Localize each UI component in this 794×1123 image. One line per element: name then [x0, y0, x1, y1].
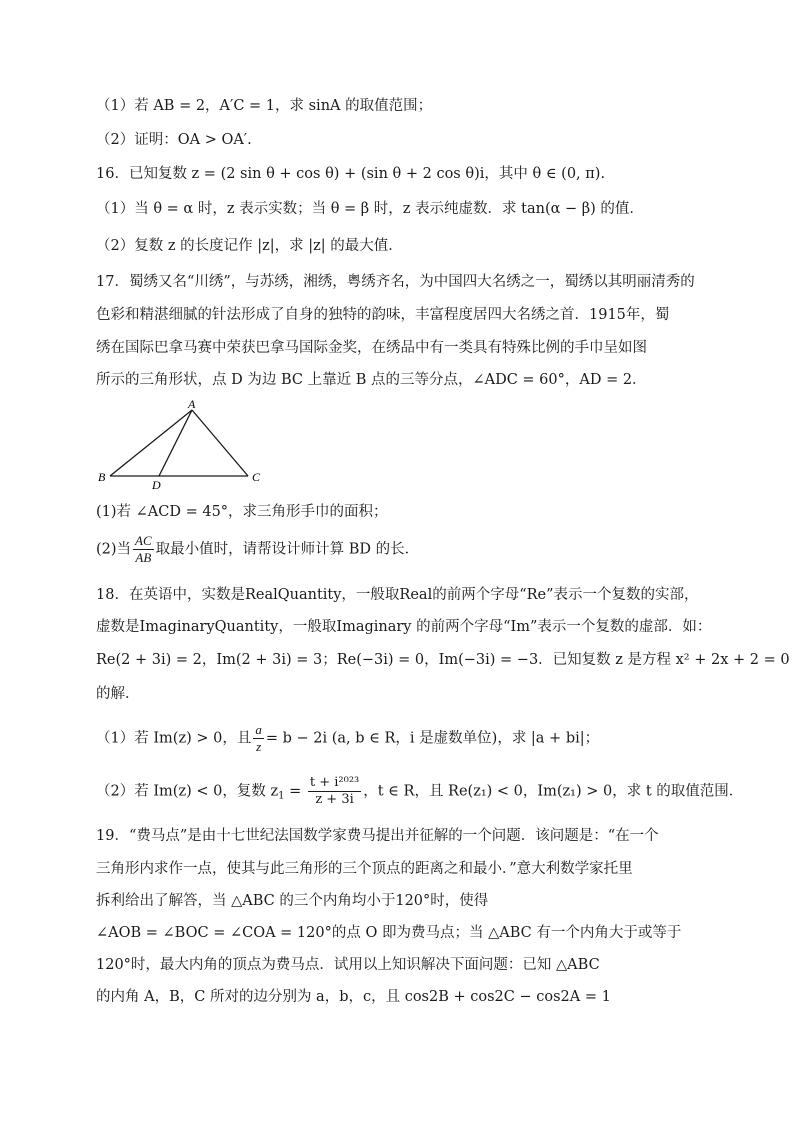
q18-part1-suffix: = b − 2i (a, b ∈ R，i 是虚数单位)，求 |a + bi|；	[265, 730, 600, 747]
q16-part2: （2）复数 z 的长度记作 |z|，求 |z| 的最大值．	[96, 238, 403, 254]
z1-subscript: 1	[278, 790, 285, 802]
vertex-label-a: A	[188, 400, 196, 411]
q18-stem-line4: 的解．	[96, 686, 140, 702]
q18-part2-suffix: ，t ∈ R，且 Re(z₁) < 0，Im(z₁) > 0，求 t 的取值范围．	[363, 783, 744, 800]
vertex-label-b: B	[98, 470, 106, 484]
q19-stem-line3: 拆利给出了解答，当 △ABC 的三个内角均小于120°时，使得	[96, 893, 489, 909]
q18-part2-prefix: （2）若 Im(z) < 0，复数 z	[96, 783, 279, 800]
q17-part2	[96, 533, 419, 566]
fraction-denominator: z + 3i	[315, 792, 354, 807]
q19-stem-line1: 19．“费马点”是由十七世纪法国数学家费马提出并征解的一个问题．该问题是：“在一个	[96, 828, 659, 844]
q17-part2-suffix: 取最小值时，请帮设计师计算 BD 的长．	[155, 541, 420, 558]
q18-part1-prefix: （1）若 Im(z) > 0，且	[96, 730, 252, 747]
fraction-z1	[308, 775, 361, 808]
q18-part1	[96, 722, 599, 755]
fraction-denominator: z	[256, 739, 262, 754]
q19-stem-line4: ∠AOB = ∠BOC = ∠COA = 120°的点 O 即为费马点；当 △ABC 有一个内角大于或等于	[96, 925, 682, 941]
fraction-numerator: AC	[135, 533, 152, 548]
q15-part2: （2）证明：OA > OA′.	[96, 132, 252, 148]
q17-stem-line1: 17．蜀绣又名“川绣”，与苏绣，湘绣，粤绣齐名，为中国四大名绣之一，蜀绣以其明丽清秀的	[96, 274, 695, 290]
q17-stem-line3: 绣在国际巴拿马赛中荣获巴拿马国际金奖，在绣品中有一类具有特殊比例的手巾呈如图	[96, 340, 647, 356]
triangle-figure	[96, 400, 276, 490]
point-label-d: D	[152, 478, 161, 490]
q19-stem-line2: 三角形内求作一点，使其与此三角形的三个顶点的距离之和最小．”意大利数学家托里	[96, 861, 633, 877]
q15-part1: （1）若 AB = 2，A′C = 1，求 sinA 的取值范围；	[96, 98, 433, 114]
fraction-a-z	[253, 722, 264, 755]
edge-ab	[110, 410, 192, 476]
vertex-label-c: C	[252, 470, 261, 484]
q17-stem-line2: 色彩和精湛细腻的针法形成了自身的独特的韵味，丰富程度居四大名绣之首．1915年，蜀	[96, 307, 670, 323]
q16-part1: （1）当 θ = α 时，z 表示实数；当 θ = β 时，z 表示纯虚数．求 tan(α − β) 的值．	[96, 201, 644, 217]
q19-stem-line5: 120°时，最大内角的顶点为费马点．试用以上知识解决下面问题：已知 △ABC	[96, 957, 600, 973]
q18-stem-line1: 18．在英语中，实数是RealQuantity，一般取Real的前两个字母“Re”表示一个复数的实部，	[96, 587, 699, 603]
q18-stem-line2: 虚数是ImaginaryQuantity，一般取Imaginary 的前两个字母“Im”表示一个复数的虚部．如：	[96, 619, 712, 635]
fraction-numerator: a	[255, 722, 262, 737]
edge-ac	[192, 410, 248, 476]
q17-stem-line4: 所示的三角形状，点 D 为边 BC 上靠近 B 点的三等分点，∠ADC = 60°，AD = 2．	[96, 372, 647, 388]
q17-part2-prefix: (2)当	[96, 541, 132, 558]
q17-part1: (1)若 ∠ACD = 45°，求三角形手巾的面积；	[96, 504, 388, 520]
q18-stem-line3: Re(2 + 3i) = 2，Im(2 + 3i) = 3；Re(−3i) = 0，Im(−3i) = −3．已知复数 z 是方程 x² + 2x + 2 = 0	[96, 652, 790, 668]
q18-part2	[96, 775, 743, 808]
segment-ad	[159, 410, 192, 476]
equals-sign: =	[284, 783, 306, 800]
q16-stem: 16．已知复数 z = (2 sin θ + cos θ) + (sin θ + 2 cos θ)i，其中 θ ∈ (0, π).	[96, 166, 606, 182]
q19-stem-line6: 的内角 A，B，C 所对的边分别为 a，b，c，且 cos2B + cos2C − cos2A = 1	[96, 989, 611, 1005]
fraction-numerator: t + i²⁰²³	[309, 775, 360, 790]
fraction-ac-ab	[133, 533, 154, 566]
fraction-denominator: AB	[135, 550, 152, 565]
